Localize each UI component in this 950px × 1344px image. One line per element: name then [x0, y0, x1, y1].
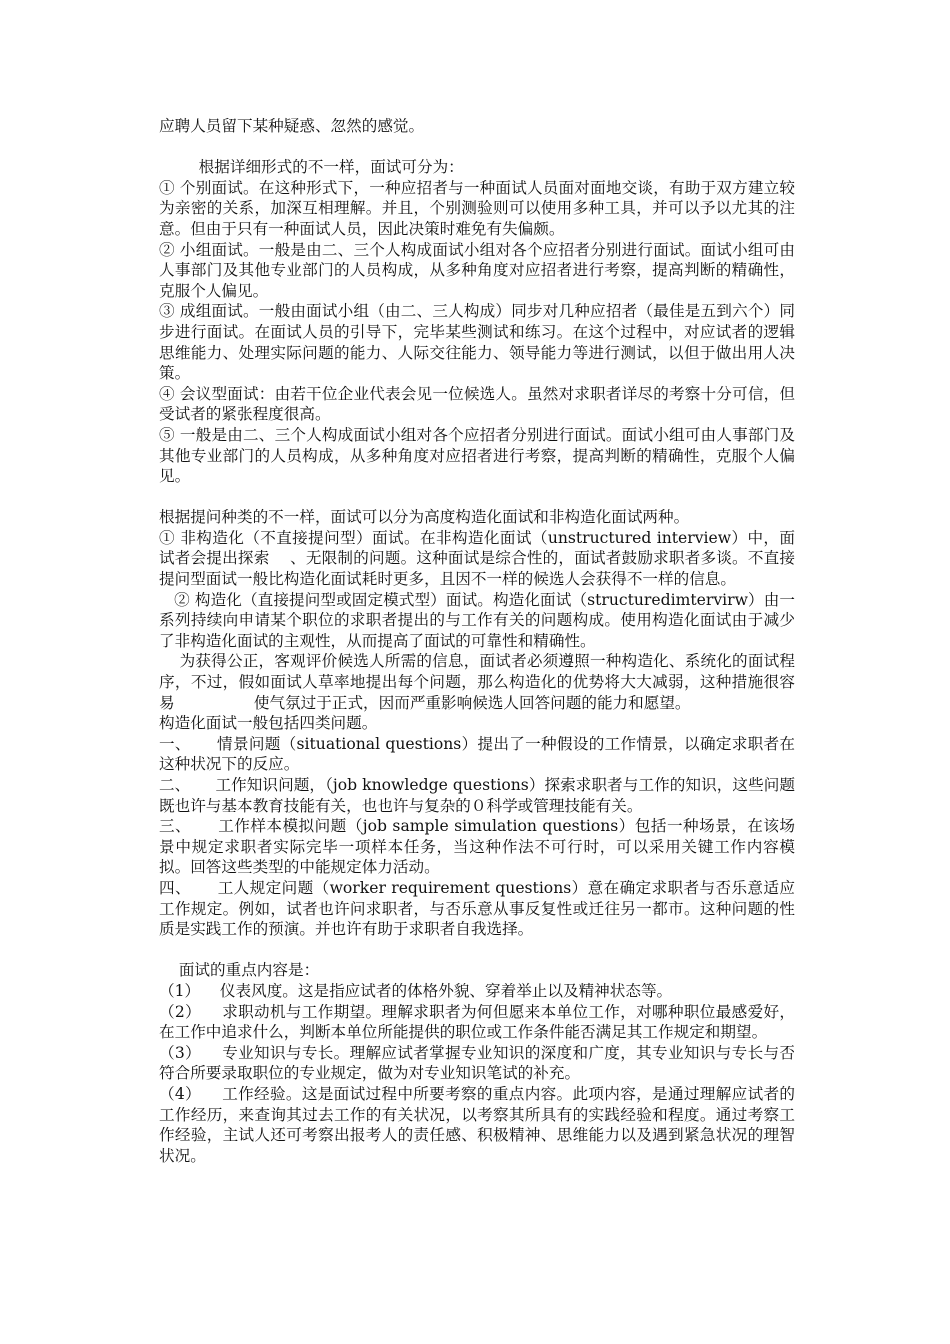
paragraph: 二、 工作知识问题，（job knowledge questions）探索求职者与工作的知识，这些问题既也许与基本教育技能有关，也也许与复杂的０科学或管理技能有关。 [159, 776, 795, 815]
paragraph: ① 个别面试。在这种形式下，一种应招者与一种面试人员面对面地交谈，有助于双方建立较为亲密的关系，加深互相理解。并且，个别测验则可以使用多种工具，并可以予以尤其的注意。但由于只有一种面试人员，因此决策时难免有失偏颇。 [159, 178, 795, 238]
paragraph: 为获得公正，客观评价候选人所需的信息，面试者必须遵照一种构造化、系统化的面试程序，不过，假如面试人草率地提出每个问题，那么构造化的优势将大大减弱，这种措施很容易 使气氛过于正式，因而严重影响候选人回答问题的能力和愿望。 [159, 652, 795, 712]
paragraph: ⑤ 一般是由二、三个人构成面试小组对各个应招者分别进行面试。面试小组可由人事部门及其他专业部门的人员构成，从多种角度对应招者进行考察，提高判断的精确性，克服个人偏见。 [159, 425, 795, 486]
blank-line [159, 940, 795, 961]
paragraph: 三、 工作样本模拟问题（job sample simulation questions）包括一种场景，在该场景中规定求职者实际完毕一项样本任务，当这种作法不可行时，可以采用关键工作内容模拟。回答这些类型的中能规定体力活动。 [159, 817, 795, 877]
paragraph: 根据详细形式的不一样，面试可分为： [159, 158, 464, 177]
paragraph: 面试的重点内容是： [159, 961, 320, 980]
blank-line [159, 487, 795, 508]
paragraph: （3） 专业知识与专长。理解应试者掌握专业知识的深度和广度，其专业知识与专长与否符合所要录取职位的专业规定，做为对专业知识笔试的补充。 [159, 1043, 795, 1083]
paragraph: 一、 情景问题（situational questions）提出了一种假设的工作情景，以确定求职者在这种状况下的反应。 [159, 734, 795, 774]
paragraph: 根据提问种类的不一样，面试可以分为高度构造化面试和非构造化面试两种。 [159, 508, 690, 527]
blank-line [159, 137, 795, 158]
paragraph: 四、 工人规定问题（worker requirement questions）意在确定求职者与否乐意适应工作规定。例如，试者也许问求职者，与否乐意从事反复性或迁往另一都市。这种问题的性质是实践工作的预演。并也许有助于求职者自我选择。 [159, 878, 795, 939]
paragraph: ② 构造化（直接提问型或固定模式型）面试。构造化面试（structuredimtervirw）由一系列持续向申请某个职位的求职者提出的与工作有关的问题构成。使用构造化面试由于减少了非构造化面试的主观性，从而提高了面试的可靠性和精确性。 [159, 590, 795, 650]
paragraph: ③ 成组面试。一般由面试小组（由二、三人构成）同步对几种应招者（最佳是五到六个）同步进行面试。在面试人员的引导下，完毕某些测试和练习。在这个过程中，对应试者的逻辑思维能力、处理实际问题的能力、人际交往能力、领导能力等进行测试，以但于做出用人决策。 [159, 302, 795, 383]
paragraph: （4） 工作经验。这是面试过程中所要考察的重点内容。此项内容，是通过理解应试者的工作经历，来查询其过去工作的有关状况，以考察其所具有的实践经验和程度。通过考察工作经验，主试人还可考察出报考人的责任感、积极精神、思维能力以及遇到紧急状况的理智状况。 [159, 1084, 795, 1165]
document-page [159, 116, 795, 1166]
paragraph: （2） 求职动机与工作期望。理解求职者为何但愿来本单位工作，对哪种职位最感爱好，在工作中追求什么，判断本单位所能提供的职位或工作条件能否满足其工作规定和期望。 [159, 1002, 795, 1042]
paragraph: ② 小组面试。一般是由二、三个人构成面试小组对各个应招者分别进行面试。面试小组可由人事部门及其他专业部门的人员构成，从多种角度对应招者进行考察，提高判断的精确性，克服个人偏见。 [159, 240, 795, 300]
paragraph: （1） 仪表风度。这是指应试者的体格外貌、穿着举止以及精神状态等。 [159, 981, 673, 1000]
paragraph: 应聘人员留下某种疑惑、忽然的感觉。 [159, 117, 425, 135]
paragraph: 构造化面试一般包括四类问题。 [159, 714, 378, 733]
paragraph: ① 非构造化（不直接提问型）面试。在非构造化面试（unstructured interview）中，面试者会提出探索 、无限制的问题。这种面试是综合性的，面试者鼓励求职者多谈。不直接提问型面试一般比构造化面试耗时更多，且因不一样的候选人会获得不一样的信息。 [159, 528, 795, 589]
paragraph: ④ 会议型面试：由若干位企业代表会见一位候选人。虽然对求职者详尽的考察十分可信，但受试者的紧张程度很高。 [159, 384, 795, 424]
